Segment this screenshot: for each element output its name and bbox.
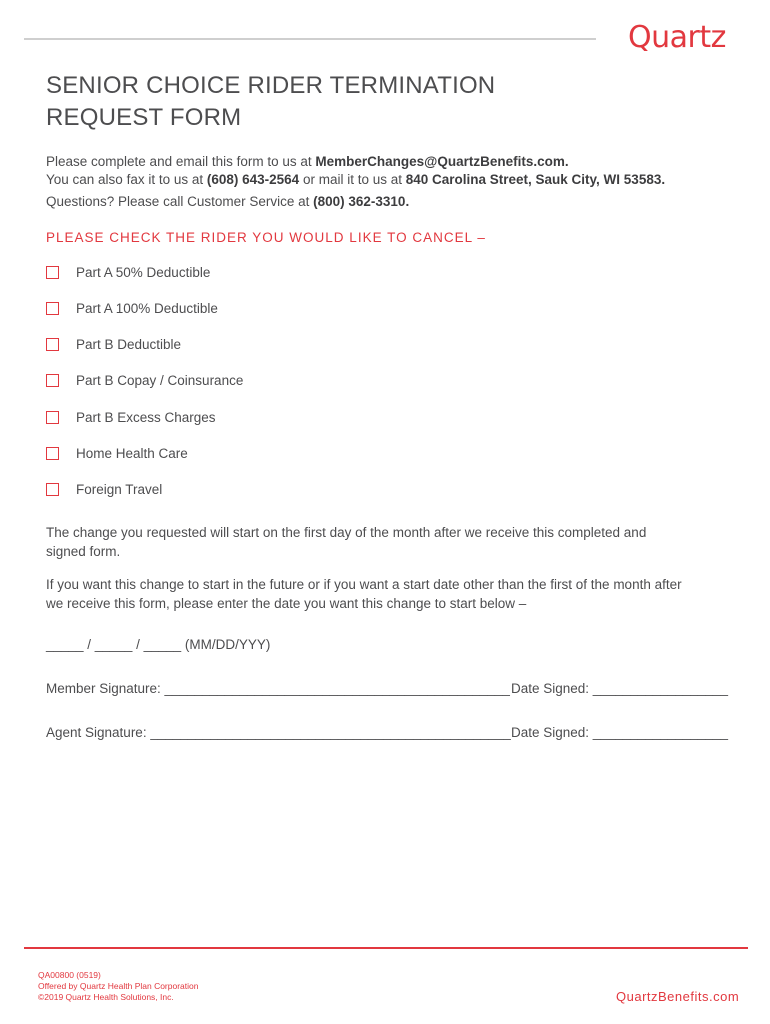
member-date-signed-field[interactable]: Date Signed: __________________ xyxy=(511,681,728,696)
checkbox[interactable] xyxy=(46,374,59,387)
rider-label: Home Health Care xyxy=(76,445,188,461)
page-title xyxy=(46,70,495,134)
rider-option-part-b-excess[interactable] xyxy=(46,407,216,427)
intro-line-1: Please complete and email this form to us at MemberChanges@QuartzBenefits.com. xyxy=(46,154,569,169)
checkbox[interactable] xyxy=(46,447,59,460)
mailing-address: 840 Carolina Street, Sauk City, WI 53583. xyxy=(405,172,666,187)
future-paragraph: If you want this change to start in the future or if you want a start date other than the first of the month after we receive this form, please enter the date you want this change to start below – xyxy=(46,577,682,611)
copyright: ©2019 Quartz Health Solutions, Inc. xyxy=(38,992,174,1002)
member-signature-field[interactable]: Member Signature: ______________________________________________ xyxy=(46,681,510,696)
rider-label: Foreign Travel xyxy=(76,481,163,497)
rider-label: Part B Deductible xyxy=(76,336,182,352)
offered-by: Offered by Quartz Health Plan Corporation xyxy=(38,981,199,991)
rider-label: Part B Excess Charges xyxy=(76,409,216,425)
checkbox[interactable] xyxy=(46,338,59,351)
rider-option-part-b-deductible[interactable] xyxy=(46,334,181,354)
start-date-field[interactable]: _____ / _____ / _____ (MM/DD/YYY) xyxy=(46,637,271,652)
quartz-logo: Quartz xyxy=(628,20,726,55)
checkbox[interactable] xyxy=(46,302,59,315)
rider-label: Part A 100% Deductible xyxy=(76,300,218,316)
rider-option-part-a-50[interactable] xyxy=(46,262,210,282)
rider-label: Part A 50% Deductible xyxy=(76,264,211,280)
top-divider xyxy=(24,38,596,40)
website-link[interactable]: QuartzBenefits.com xyxy=(616,989,740,1004)
agent-date-signed-field[interactable]: Date Signed: __________________ xyxy=(511,725,728,740)
rider-option-home-health[interactable] xyxy=(46,443,188,463)
title-line-1: SENIOR CHOICE RIDER TERMINATION xyxy=(46,72,496,99)
rider-option-part-b-copay[interactable] xyxy=(46,370,243,390)
rider-option-foreign-travel[interactable] xyxy=(46,479,162,499)
email-address[interactable]: MemberChanges@QuartzBenefits.com. xyxy=(315,154,569,169)
footer-divider xyxy=(24,947,748,949)
title-line-2: REQUEST FORM xyxy=(46,104,242,131)
change-paragraph: The change you requested will start on the first day of the month after we receive this completed and signed form. xyxy=(46,525,647,559)
checkbox[interactable] xyxy=(46,483,59,496)
phone-number: (800) 362-3310. xyxy=(313,194,410,209)
intro-line-3: Questions? Please call Customer Service at (800) 362-3310. xyxy=(46,194,410,209)
rider-heading: PLEASE CHECK THE RIDER YOU WOULD LIKE TO CANCEL – xyxy=(46,230,486,245)
rider-label: Part B Copay / Coinsurance xyxy=(76,372,244,388)
checkbox[interactable] xyxy=(46,266,59,279)
agent-signature-field[interactable]: Agent Signature: ________________________________________________ xyxy=(46,725,511,740)
form-code: QA00800 (0519) xyxy=(38,970,101,980)
rider-option-part-a-100[interactable] xyxy=(46,298,218,318)
fax-number: (608) 643-2564 xyxy=(206,172,300,187)
intro-line-2: You can also fax it to us at (608) 643-2564 or mail it to us at 840 Carolina Street, Sauk City, WI 53583. xyxy=(46,172,666,187)
checkbox[interactable] xyxy=(46,411,59,424)
